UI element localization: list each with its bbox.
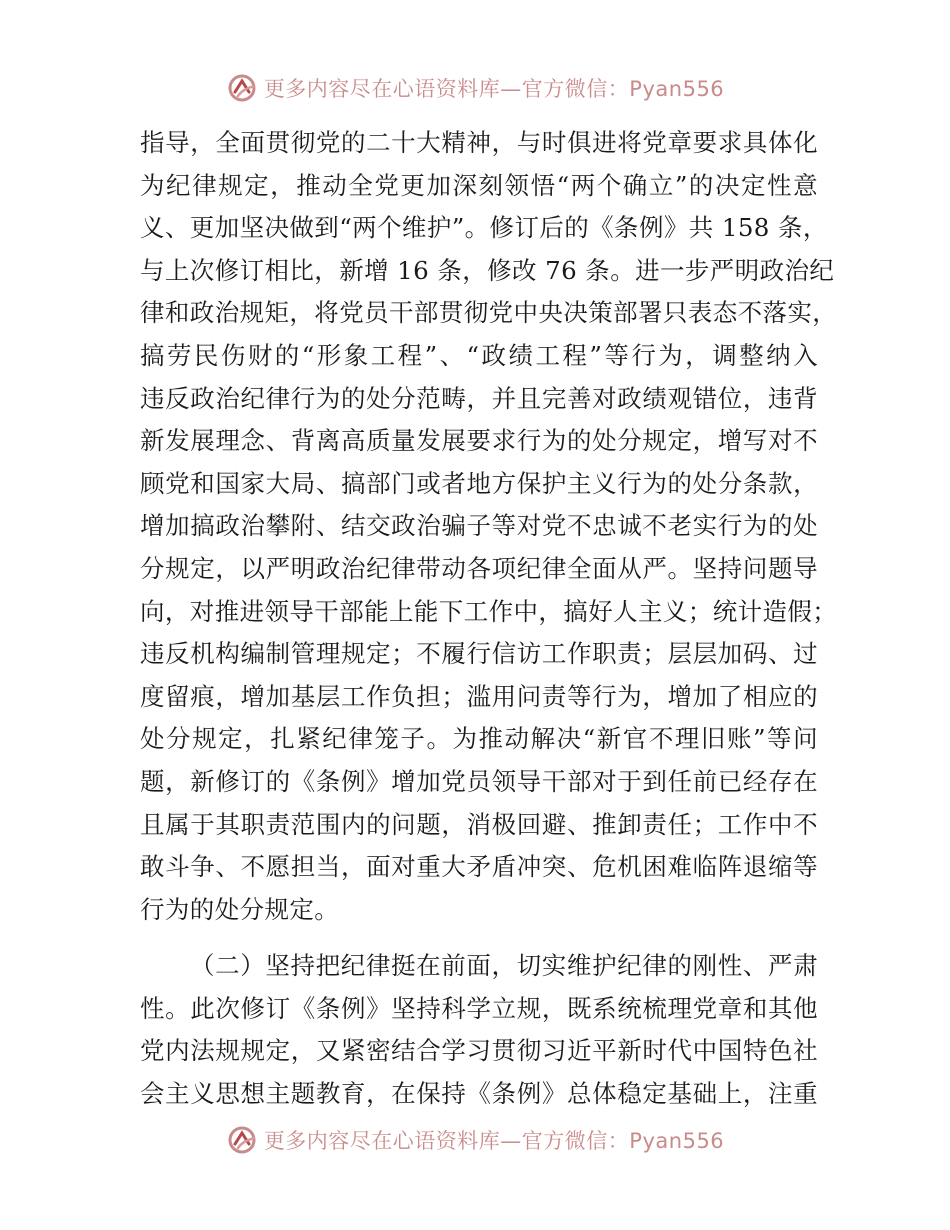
text-line: 义、更加坚决做到“两个维护”。修订后的《条例》共 158 条， bbox=[140, 213, 828, 243]
watermark-text: 更多内容尽在心语资料库—官方微信：Pyan556 bbox=[263, 1129, 725, 1153]
seal-logo-icon bbox=[226, 72, 258, 104]
text-line: 且属于其职责范围内的问题，消极回避、推卸责任；工作中不 bbox=[140, 809, 818, 839]
text-line: 向，对推进领导干部能上能下工作中，搞好人主义；统计造假； bbox=[140, 596, 838, 626]
text-line: 分规定，以严明政治纪律带动各项纪律全面从严。坚持问题导 bbox=[140, 553, 818, 583]
text-line: 题，新修订的《条例》增加党员领导干部对于到任前已经存在 bbox=[140, 766, 818, 796]
text-line: 为纪律规定，推动全党更加深刻领悟“两个确立”的决定性意 bbox=[140, 170, 818, 200]
footer-watermark bbox=[0, 1124, 950, 1156]
seal-logo-icon bbox=[226, 1124, 258, 1156]
text-line: 会主义思想主题教育，在保持《条例》总体稳定基础上，注重 bbox=[140, 1079, 818, 1109]
document-body bbox=[140, 122, 838, 1116]
text-line: 增加搞政治攀附、结交政治骗子等对党不忠诚不老实行为的处 bbox=[140, 511, 818, 541]
paragraph-1 bbox=[140, 122, 838, 931]
text-line: 党内法规规定，又紧密结合学习贯彻习近平新时代中国特色社 bbox=[140, 1036, 818, 1066]
paragraph-2 bbox=[140, 945, 818, 1115]
text-line: 处分规定，扎紧纪律笼子。为推动解决“新官不理旧账”等问 bbox=[140, 724, 818, 754]
text-line: 敢斗争、不愿担当，面对重大矛盾冲突、危机困难临阵退缩等 bbox=[140, 852, 818, 882]
text-line: 性。此次修订《条例》坚持科学立规，既系统梳理党章和其他 bbox=[140, 993, 818, 1023]
header-watermark bbox=[0, 72, 950, 104]
text-line: 律和政治规矩，将党员干部贯彻党中央决策部署只表态不落实， bbox=[140, 298, 838, 328]
text-line: 行为的处分规定。 bbox=[140, 894, 340, 924]
text-line: 顾党和国家大局、搞部门或者地方保护主义行为的处分条款， bbox=[140, 468, 818, 498]
watermark-text: 更多内容尽在心语资料库—官方微信：Pyan556 bbox=[263, 77, 725, 101]
text-line: 与上次修订相比，新增 16 条，修改 76 条。进一步严明政治纪 bbox=[140, 255, 835, 285]
text-line: 搞劳民伤财的“形象工程”、“政绩工程”等行为，调整纳入 bbox=[140, 340, 818, 370]
text-line: 违反政治纪律行为的处分范畴，并且完善对政绩观错位，违背 bbox=[140, 383, 818, 413]
paragraph-gap bbox=[140, 931, 818, 945]
text-line: 新发展理念、背离高质量发展要求行为的处分规定，增写对不 bbox=[140, 426, 818, 456]
text-line: 违反机构编制管理规定；不履行信访工作职责；层层加码、过 bbox=[140, 639, 818, 669]
text-line: 度留痕，增加基层工作负担；滥用问责等行为，增加了相应的 bbox=[140, 681, 818, 711]
text-line: （二）坚持把纪律挺在前面，切实维护纪律的刚性、严肃 bbox=[190, 951, 818, 981]
text-line: 指导，全面贯彻党的二十大精神，与时俱进将党章要求具体化 bbox=[140, 128, 818, 157]
